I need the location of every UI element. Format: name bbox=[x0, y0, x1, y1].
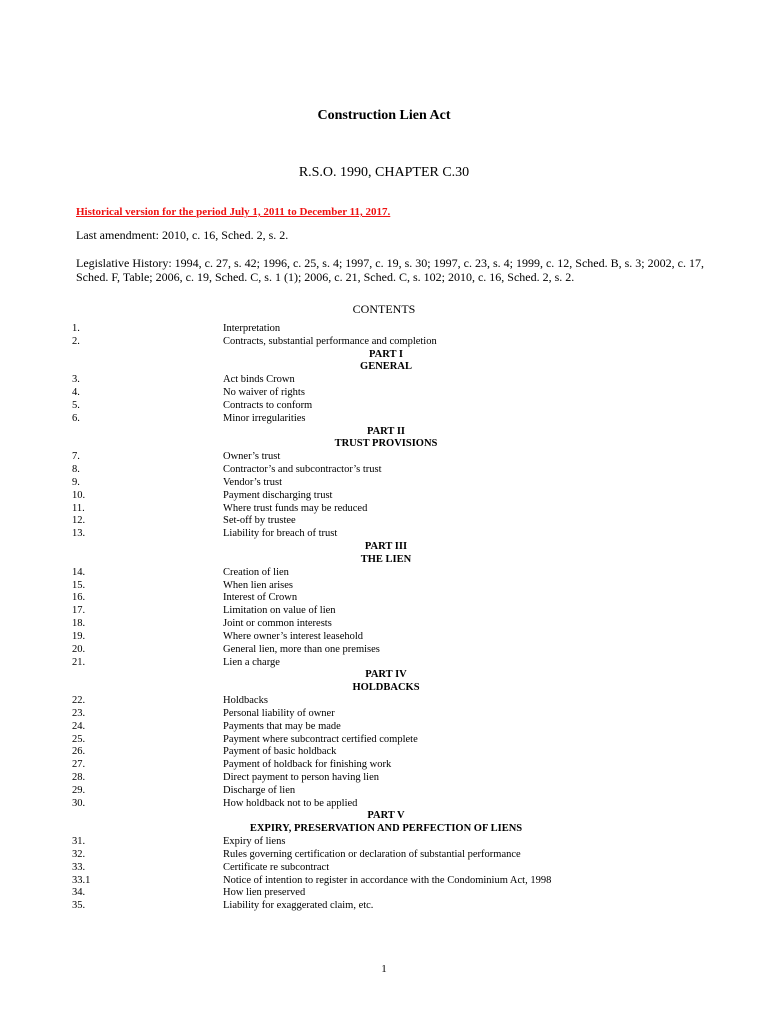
section-title: Where owner’s interest leasehold bbox=[223, 630, 364, 642]
section-title: Payment where subcontract certified complete bbox=[223, 733, 418, 745]
toc-entry bbox=[72, 695, 700, 708]
page-number: 1 bbox=[381, 963, 387, 975]
toc-entry bbox=[72, 836, 700, 849]
toc-entry bbox=[72, 644, 700, 657]
section-number: 32. bbox=[72, 848, 86, 860]
section-title: Direct payment to person having lien bbox=[223, 771, 379, 783]
section-number: 6. bbox=[72, 412, 80, 424]
chapter-heading: R.S.O. 1990, CHAPTER C.30 bbox=[298, 165, 470, 180]
section-number: 34. bbox=[72, 887, 86, 899]
toc-entry bbox=[72, 785, 700, 798]
section-title: Liability for breach of trust bbox=[223, 528, 338, 540]
section-title: Act binds Crown bbox=[223, 374, 295, 386]
section-number: 3. bbox=[72, 374, 80, 386]
section-number: 1. bbox=[72, 323, 80, 334]
toc-entry bbox=[72, 605, 700, 618]
toc-entry bbox=[72, 759, 700, 772]
section-title: When lien arises bbox=[223, 579, 293, 591]
part-heading: THE LIEN bbox=[360, 553, 412, 565]
toc-entry bbox=[72, 734, 700, 747]
toc-entry bbox=[72, 580, 700, 593]
part-heading: EXPIRY, PRESERVATION AND PERFECTION OF LIENS bbox=[249, 823, 523, 835]
section-title: How lien preserved bbox=[223, 887, 306, 899]
toc-entry bbox=[72, 708, 700, 721]
toc-entry bbox=[72, 618, 700, 631]
toc-entry bbox=[72, 592, 700, 605]
section-number: 11. bbox=[72, 502, 85, 514]
section-title: Certificate re subcontract bbox=[223, 861, 330, 873]
section-number: 13. bbox=[72, 528, 86, 540]
section-title: Holdbacks bbox=[223, 695, 268, 707]
section-title: Where trust funds may be reduced bbox=[223, 502, 368, 514]
toc-entry bbox=[72, 515, 700, 528]
section-number: 9. bbox=[72, 476, 80, 488]
part-heading: PART I bbox=[369, 348, 403, 360]
section-title: No waiver of rights bbox=[223, 387, 305, 399]
section-title: Vendor’s trust bbox=[223, 476, 283, 488]
toc-entry bbox=[72, 567, 700, 580]
section-title: Lien a charge bbox=[223, 656, 280, 668]
toc-entry bbox=[72, 413, 700, 426]
toc-entry bbox=[72, 528, 700, 541]
section-title: Payments that may be made bbox=[223, 720, 341, 732]
historical-version-note: Historical version for the period July 1, 2011 to December 11, 2017. bbox=[76, 206, 391, 218]
part-heading: PART V bbox=[367, 810, 405, 822]
toc-entry bbox=[72, 875, 700, 888]
section-title: Interpretation bbox=[223, 323, 281, 334]
section-title: Contracts, substantial performance and completion bbox=[223, 335, 437, 347]
section-number: 27. bbox=[72, 759, 86, 771]
toc-entry bbox=[72, 900, 700, 913]
document-title: Construction Lien Act bbox=[317, 108, 451, 123]
section-title: Minor irregularities bbox=[223, 412, 306, 424]
last-amendment: Last amendment: 2010, c. 16, Sched. 2, s. 2. bbox=[76, 228, 289, 242]
section-number: 4. bbox=[72, 387, 80, 399]
toc-entry bbox=[72, 772, 700, 785]
section-number: 29. bbox=[72, 784, 86, 796]
section-number: 8. bbox=[72, 464, 80, 476]
part-heading: TRUST PROVISIONS bbox=[334, 438, 438, 450]
section-number: 23. bbox=[72, 707, 86, 719]
section-number: 22. bbox=[72, 695, 86, 707]
toc-entry bbox=[72, 323, 700, 336]
toc-entry bbox=[72, 451, 700, 464]
part-heading: GENERAL bbox=[360, 361, 412, 373]
toc-entry bbox=[72, 336, 700, 349]
toc-entry bbox=[72, 746, 700, 759]
section-title: How holdback not to be applied bbox=[223, 797, 358, 809]
table-of-contents bbox=[72, 323, 700, 913]
toc-entry bbox=[72, 657, 700, 670]
section-number: 25. bbox=[72, 733, 86, 745]
section-number: 18. bbox=[72, 618, 86, 630]
section-number: 35. bbox=[72, 900, 86, 912]
section-title: Personal liability of owner bbox=[223, 707, 335, 719]
section-title: Joint or common interests bbox=[223, 618, 332, 630]
section-number: 26. bbox=[72, 746, 86, 758]
toc-entry bbox=[72, 387, 700, 400]
section-number: 20. bbox=[72, 643, 86, 655]
toc-entry bbox=[72, 477, 700, 490]
legislative-history: Legislative History: 1994, c. 27, s. 42; 1996, c. 25, s. 4; 1997, c. 19, s. 30; 1997, c. 23, s. 4; 1999, c. 12, Sched. B, s. 3; 2002, c. 17, Sched. F, Table; 2006, c. 19, Sched. C, s. 1 (1); 2006, c. 21, Sched. C, s. 102; 2010, c. 16, Sched. 2, s. 2. bbox=[76, 256, 704, 284]
section-number: 15. bbox=[72, 579, 86, 591]
part-heading: PART IV bbox=[365, 669, 407, 681]
section-title: Liability for exaggerated claim, etc. bbox=[223, 900, 374, 912]
section-title: Set-off by trustee bbox=[223, 515, 296, 527]
section-number: 31. bbox=[72, 836, 86, 848]
toc-entry bbox=[72, 862, 700, 875]
section-number: 2. bbox=[72, 335, 80, 347]
section-title: Rules governing certification or declaration of substantial performance bbox=[223, 848, 521, 860]
contents-heading: CONTENTS bbox=[352, 302, 416, 316]
section-number: 7. bbox=[72, 451, 80, 463]
section-number: 16. bbox=[72, 592, 86, 604]
section-title: General lien, more than one premises bbox=[223, 643, 380, 655]
toc-entry bbox=[72, 631, 700, 644]
toc-entry bbox=[72, 490, 700, 503]
toc-entry bbox=[72, 374, 700, 387]
section-number: 28. bbox=[72, 771, 86, 783]
section-number: 17. bbox=[72, 605, 86, 617]
toc-entry bbox=[72, 887, 700, 900]
section-title: Creation of lien bbox=[223, 566, 289, 578]
section-title: Owner’s trust bbox=[223, 451, 281, 463]
section-title: Payment discharging trust bbox=[223, 489, 333, 501]
toc-entry bbox=[72, 400, 700, 413]
toc-entry bbox=[72, 721, 700, 734]
toc-entry bbox=[72, 849, 700, 862]
section-number: 12. bbox=[72, 515, 86, 527]
section-number: 14. bbox=[72, 566, 86, 578]
part-heading: PART III bbox=[364, 541, 408, 553]
section-title: Limitation on value of lien bbox=[223, 605, 336, 617]
section-number: 21. bbox=[72, 656, 86, 668]
section-title: Payment of basic holdback bbox=[223, 746, 337, 758]
part-heading: HOLDBACKS bbox=[352, 682, 420, 694]
section-number: 10. bbox=[72, 489, 86, 501]
section-number: 24. bbox=[72, 720, 86, 732]
section-title: Discharge of lien bbox=[223, 784, 296, 796]
section-number: 33. bbox=[72, 861, 86, 873]
section-number: 33.1 bbox=[72, 874, 91, 886]
toc-entry bbox=[72, 798, 700, 811]
section-title: Payment of holdback for finishing work bbox=[223, 759, 392, 771]
toc-entry bbox=[72, 464, 700, 477]
part-heading: PART II bbox=[366, 425, 406, 437]
section-title: Contracts to conform bbox=[223, 399, 313, 411]
section-number: 5. bbox=[72, 399, 80, 411]
section-number: 19. bbox=[72, 630, 86, 642]
section-number: 30. bbox=[72, 797, 86, 809]
section-title: Notice of intention to register in accordance with the Condominium Act, 1998 bbox=[223, 874, 552, 886]
section-title: Interest of Crown bbox=[223, 592, 298, 604]
section-title: Contractor’s and subcontractor’s trust bbox=[223, 464, 382, 476]
toc-entry bbox=[72, 503, 700, 516]
section-title: Expiry of liens bbox=[223, 836, 286, 848]
